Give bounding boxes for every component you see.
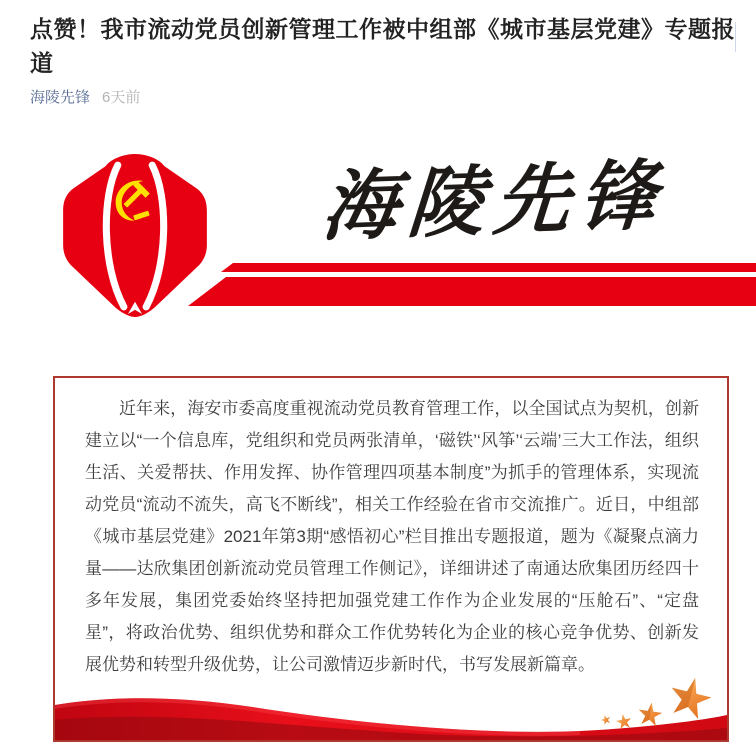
banner-image[interactable] bbox=[0, 130, 756, 376]
party-lantern-logo bbox=[57, 152, 213, 318]
byline bbox=[30, 88, 140, 108]
star-icon bbox=[666, 673, 715, 721]
stripe-thick bbox=[188, 277, 756, 306]
author-link[interactable]: 海陵先锋 bbox=[30, 89, 91, 106]
lantern-shape bbox=[63, 154, 207, 317]
page-title: 点赞！我市流动党员创新管理工作被中组部《城市基层党建》专题报道 bbox=[30, 16, 735, 76]
text-cursor bbox=[735, 22, 736, 52]
star-icon bbox=[615, 713, 632, 730]
content-box bbox=[53, 376, 729, 742]
star-icon bbox=[600, 714, 612, 726]
stripe-thin bbox=[221, 263, 756, 272]
stars-decoration bbox=[597, 668, 717, 732]
publish-time: 6天前 bbox=[102, 89, 141, 106]
article-paragraph: 近年来，海安市委高度重视流动党员教育管理工作，以全国试点为契机，创新建立以“一个信息库，党组织和党员两张清单，‘磁铁’‘风筝’‘云端’三大工作法，组织生活、关爱帮扶、作用发挥、协作管理四项基本制度”为抓手的管理体系，实现流动党员“流动不流失，高飞不断线”，相关工作经验在省市交流推广。近日，中组部《城市基层党建》2021年第3期“感悟初心”栏目推出专题报道，题为《凝聚点滴力量——达欣集团创新流动党员管理工作侧记》，详细讲述了南通达欣集团历经四十多年发展，集团党委始终坚持把加强党建工作作为企业发展的“压舱石”、“定盘星”，将政治优势、组织优势和群众工作优势转化为企业的核心竞争优势、创新发展优势和转型升级优势，让公司激情迈步新时代，书写发展新篇章。 bbox=[85, 399, 699, 674]
calligraphy-masthead: 海陵先锋 bbox=[319, 150, 670, 252]
